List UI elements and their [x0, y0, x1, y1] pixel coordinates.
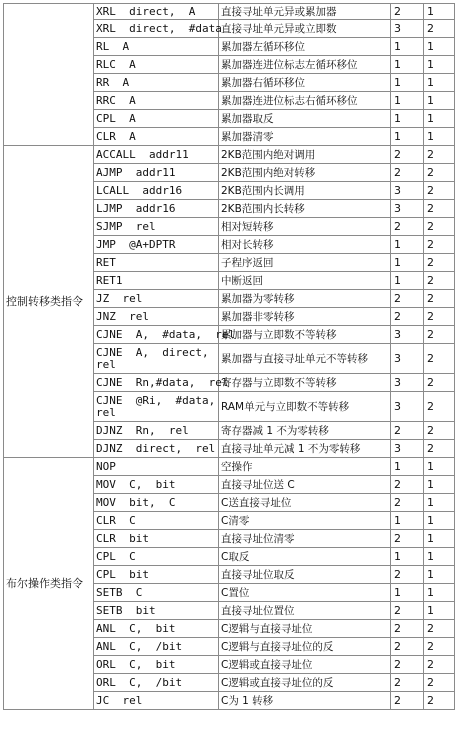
cycles-cell: 2 — [424, 182, 455, 200]
cycles-cell: 2 — [424, 374, 455, 392]
description-cell: 累加器连进位标志右循环移位 — [219, 92, 391, 110]
description-cell: 子程序返回 — [219, 254, 391, 272]
instruction-cell: SETB C — [94, 584, 219, 602]
instruction-cell: JZ rel — [94, 290, 219, 308]
instruction-cell: ORL C, bit — [94, 656, 219, 674]
description-cell: 2KB范围内绝对转移 — [219, 164, 391, 182]
category-cell: 控制转移类指令 — [4, 146, 94, 458]
instruction-cell: CLR A — [94, 128, 219, 146]
description-cell: RAM单元与立即数不等转移 — [219, 392, 391, 422]
description-cell: 2KB范围内长调用 — [219, 182, 391, 200]
instruction-cell: ANL C, /bit — [94, 638, 219, 656]
bytes-cell: 2 — [391, 494, 424, 512]
description-cell: C送直接寻址位 — [219, 494, 391, 512]
cycles-cell: 1 — [424, 38, 455, 56]
bytes-cell: 1 — [391, 458, 424, 476]
cycles-cell: 2 — [424, 656, 455, 674]
description-cell: 中断返回 — [219, 272, 391, 290]
cycles-cell: 1 — [424, 110, 455, 128]
bytes-cell: 1 — [391, 512, 424, 530]
bytes-cell: 1 — [391, 38, 424, 56]
cycles-cell: 1 — [424, 4, 455, 20]
bytes-cell: 3 — [391, 392, 424, 422]
instruction-cell: RL A — [94, 38, 219, 56]
description-cell: 直接寻址位清零 — [219, 530, 391, 548]
instruction-cell: RET1 — [94, 272, 219, 290]
description-cell: 直接寻址位置位 — [219, 602, 391, 620]
bytes-cell: 2 — [391, 692, 424, 710]
description-cell: 累加器与立即数不等转移 — [219, 326, 391, 344]
bytes-cell: 3 — [391, 182, 424, 200]
cycles-cell: 2 — [424, 620, 455, 638]
description-cell: 直接寻址单元异或累加器 — [219, 4, 391, 20]
description-cell: 累加器右循环移位 — [219, 74, 391, 92]
description-cell: C为 1 转移 — [219, 692, 391, 710]
cycles-cell: 1 — [424, 584, 455, 602]
cycles-cell: 2 — [424, 392, 455, 422]
bytes-cell: 2 — [391, 290, 424, 308]
bytes-cell: 1 — [391, 236, 424, 254]
description-cell: 累加器为零转移 — [219, 290, 391, 308]
cycles-cell: 2 — [424, 308, 455, 326]
instruction-cell: CPL C — [94, 548, 219, 566]
instruction-cell: ANL C, bit — [94, 620, 219, 638]
instruction-cell: RRC A — [94, 92, 219, 110]
cycles-cell: 2 — [424, 200, 455, 218]
description-cell: 直接寻址单元异或立即数 — [219, 20, 391, 38]
instruction-cell: CLR bit — [94, 530, 219, 548]
cycles-cell: 1 — [424, 74, 455, 92]
bytes-cell: 2 — [391, 530, 424, 548]
cycles-cell: 2 — [424, 344, 455, 374]
description-cell: 累加器清零 — [219, 128, 391, 146]
category-cell — [4, 4, 94, 146]
description-cell: 累加器连进位标志左循环移位 — [219, 56, 391, 74]
bytes-cell: 3 — [391, 326, 424, 344]
instruction-cell: ORL C, /bit — [94, 674, 219, 692]
instruction-cell: RR A — [94, 74, 219, 92]
bytes-cell: 1 — [391, 56, 424, 74]
bytes-cell: 1 — [391, 110, 424, 128]
cycles-cell: 1 — [424, 566, 455, 584]
bytes-cell: 1 — [391, 92, 424, 110]
description-cell: C逻辑或直接寻址位 — [219, 656, 391, 674]
cycles-cell: 2 — [424, 290, 455, 308]
instruction-cell: CPL A — [94, 110, 219, 128]
instruction-cell: CJNE A, #data, rel — [94, 326, 219, 344]
instruction-table — [3, 3, 455, 710]
instruction-cell: MOV bit, C — [94, 494, 219, 512]
instruction-cell: RET — [94, 254, 219, 272]
instruction-cell: RLC A — [94, 56, 219, 74]
description-cell: 2KB范围内长转移 — [219, 200, 391, 218]
bytes-cell: 2 — [391, 422, 424, 440]
description-cell: 空操作 — [219, 458, 391, 476]
instruction-cell: SJMP rel — [94, 218, 219, 236]
bytes-cell: 2 — [391, 476, 424, 494]
cycles-cell: 2 — [424, 254, 455, 272]
description-cell: 直接寻址位取反 — [219, 566, 391, 584]
description-cell: 累加器非零转移 — [219, 308, 391, 326]
cycles-cell: 2 — [424, 422, 455, 440]
cycles-cell: 1 — [424, 530, 455, 548]
instruction-cell: DJNZ direct, rel — [94, 440, 219, 458]
cycles-cell: 2 — [424, 440, 455, 458]
instruction-cell: MOV C, bit — [94, 476, 219, 494]
description-cell: C置位 — [219, 584, 391, 602]
bytes-cell: 2 — [391, 566, 424, 584]
bytes-cell: 1 — [391, 254, 424, 272]
cycles-cell: 2 — [424, 236, 455, 254]
instruction-cell: XRL direct, A — [94, 4, 219, 20]
bytes-cell: 2 — [391, 308, 424, 326]
description-cell: 寄存器减 1 不为零转移 — [219, 422, 391, 440]
bytes-cell: 1 — [391, 74, 424, 92]
cycles-cell: 2 — [424, 272, 455, 290]
table-row — [4, 146, 455, 164]
cycles-cell: 2 — [424, 638, 455, 656]
bytes-cell: 1 — [391, 128, 424, 146]
cycles-cell: 1 — [424, 476, 455, 494]
instruction-cell: AJMP addr11 — [94, 164, 219, 182]
instruction-cell: NOP — [94, 458, 219, 476]
cycles-cell: 1 — [424, 128, 455, 146]
bytes-cell: 3 — [391, 20, 424, 38]
instruction-cell: CJNE A, direct, rel — [94, 344, 219, 374]
bytes-cell: 2 — [391, 602, 424, 620]
cycles-cell: 1 — [424, 92, 455, 110]
bytes-cell: 3 — [391, 200, 424, 218]
bytes-cell: 2 — [391, 146, 424, 164]
cycles-cell: 2 — [424, 674, 455, 692]
bytes-cell: 1 — [391, 272, 424, 290]
instruction-cell: JNZ rel — [94, 308, 219, 326]
bytes-cell: 2 — [391, 218, 424, 236]
bytes-cell: 3 — [391, 374, 424, 392]
table-row — [4, 458, 455, 476]
cycles-cell: 1 — [424, 458, 455, 476]
description-cell: C逻辑与直接寻址位 — [219, 620, 391, 638]
description-cell: 2KB范围内绝对调用 — [219, 146, 391, 164]
cycles-cell: 2 — [424, 20, 455, 38]
instruction-cell: JMP @A+DPTR — [94, 236, 219, 254]
description-cell: 累加器与直接寻址单元不等转移 — [219, 344, 391, 374]
description-cell: 累加器左循环移位 — [219, 38, 391, 56]
cycles-cell: 1 — [424, 548, 455, 566]
cycles-cell: 2 — [424, 164, 455, 182]
instruction-cell: CLR C — [94, 512, 219, 530]
instruction-cell: LJMP addr16 — [94, 200, 219, 218]
bytes-cell: 2 — [391, 4, 424, 20]
description-cell: 累加器取反 — [219, 110, 391, 128]
table-row — [4, 4, 455, 20]
bytes-cell: 2 — [391, 164, 424, 182]
bytes-cell: 1 — [391, 584, 424, 602]
cycles-cell: 1 — [424, 494, 455, 512]
bytes-cell: 1 — [391, 548, 424, 566]
instruction-cell: SETB bit — [94, 602, 219, 620]
description-cell: C逻辑或直接寻址位的反 — [219, 674, 391, 692]
description-cell: 寄存器与立即数不等转移 — [219, 374, 391, 392]
category-cell: 布尔操作类指令 — [4, 458, 94, 710]
instruction-cell: LCALL addr16 — [94, 182, 219, 200]
instruction-cell: XRL direct, #data — [94, 20, 219, 38]
instruction-table-body — [4, 4, 455, 710]
bytes-cell: 2 — [391, 656, 424, 674]
instruction-cell: CPL bit — [94, 566, 219, 584]
bytes-cell: 3 — [391, 440, 424, 458]
description-cell: C取反 — [219, 548, 391, 566]
description-cell: C逻辑与直接寻址位的反 — [219, 638, 391, 656]
description-cell: 相对长转移 — [219, 236, 391, 254]
description-cell: 相对短转移 — [219, 218, 391, 236]
instruction-cell: ACCALL addr11 — [94, 146, 219, 164]
description-cell: 直接寻址单元减 1 不为零转移 — [219, 440, 391, 458]
cycles-cell: 2 — [424, 218, 455, 236]
bytes-cell: 2 — [391, 674, 424, 692]
bytes-cell: 3 — [391, 344, 424, 374]
cycles-cell: 2 — [424, 146, 455, 164]
cycles-cell: 1 — [424, 56, 455, 74]
description-cell: C清零 — [219, 512, 391, 530]
instruction-cell: CJNE Rn,#data, rel — [94, 374, 219, 392]
instruction-cell: DJNZ Rn, rel — [94, 422, 219, 440]
instruction-cell: CJNE @Ri, #data, rel — [94, 392, 219, 422]
bytes-cell: 2 — [391, 620, 424, 638]
cycles-cell: 1 — [424, 602, 455, 620]
cycles-cell: 1 — [424, 512, 455, 530]
bytes-cell: 2 — [391, 638, 424, 656]
instruction-cell: JC rel — [94, 692, 219, 710]
cycles-cell: 2 — [424, 326, 455, 344]
description-cell: 直接寻址位送 C — [219, 476, 391, 494]
cycles-cell: 2 — [424, 692, 455, 710]
